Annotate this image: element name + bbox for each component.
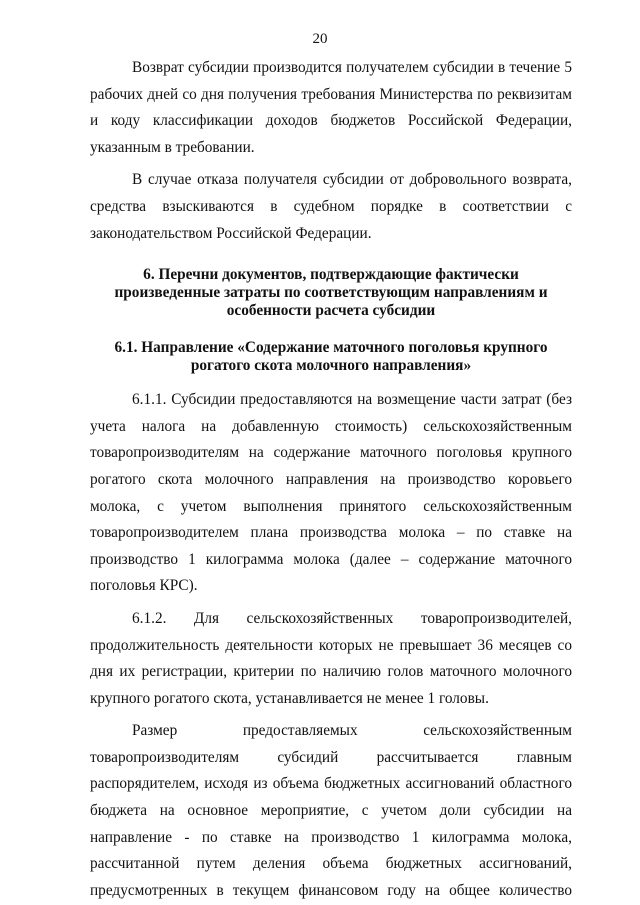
paragraph-subsidy-size: Размер предоставляемых сельскохозяйственным товаропроизводителям субсидий рассчитывается главным распорядителем, исходя из объема бюджетных ассигнований областного бюджета на основное мероприятие, с учетом доли субсидии на направление - по ставке на производство 1 килограмма молока, рассчитанной путем деления объема бюджетных ассигнований, предусмотренных в текущем финансовом году на общее количество (90, 722, 572, 899)
paragraph-subsidy-return: Возврат субсидии производится получателем субсидии в течение 5 рабочих дней со дня получения требования Министерства по реквизитам и коду классификации доходов бюджетов Российской Федерации, указанным в требовании. (90, 59, 572, 156)
section-heading-6-1: 6.1. Направление «Содержание маточного поголовья крупного рогатого скота молочного направления» (114, 339, 548, 375)
document-body (90, 55, 572, 904)
section-heading-6: 6. Перечни документов, подтверждающие фактически произведенные затраты по соответствующим направлениям и особенности расчета субсидии (114, 266, 548, 320)
paragraph-6-1-1: 6.1.1. Субсидии предоставляются на возмещение части затрат (без учета налога на добавленную стоимость) сельскохозяйственным товаропроизводителям на содержание маточного поголовья крупного рогатого скота молочного направления на производство коровьего молока, с учетом выполнения принятого сельскохозяйственным товаропроизводителем плана производства молока – по ставке на производство 1 килограмма молока (далее – содержание маточного поголовья КРС). (90, 391, 572, 595)
paragraph-refusal: В случае отказа получателя субсидии от добровольного возврата, средства взыскиваются в судебном порядке в соответствии с законодательством Российской Федерации. (90, 171, 572, 242)
page-number: 20 (312, 31, 328, 47)
paragraph-6-1-2: 6.1.2. Для сельскохозяйственных товаропроизводителей, продолжительность деятельности которых не превышает 36 месяцев со дня их регистрации, критерии по наличию голов маточного молочного крупного рогатого скота, устанавливается не менее 1 головы. (90, 609, 572, 707)
